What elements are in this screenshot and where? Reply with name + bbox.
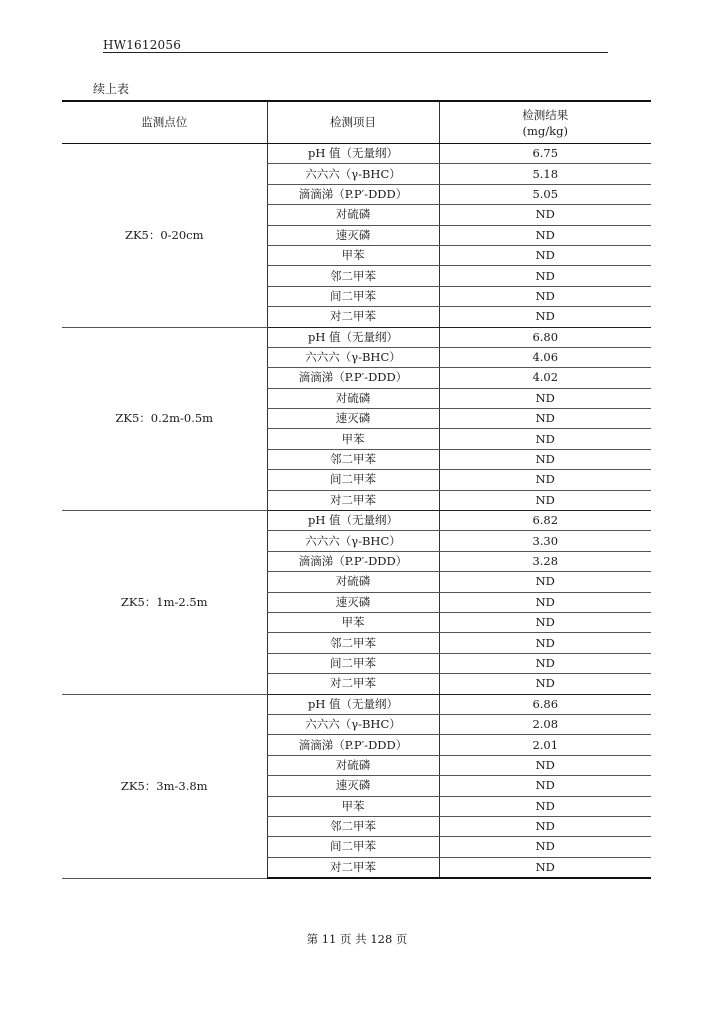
test-item-cell: 邻二甲苯	[267, 266, 439, 286]
test-result-cell: ND	[439, 307, 651, 327]
test-result-cell: ND	[439, 225, 651, 245]
table-header	[62, 101, 651, 144]
test-item-cell: 对二甲苯	[267, 857, 439, 878]
test-item-cell: pH 值（无量纲）	[267, 144, 439, 164]
test-item-cell: 邻二甲苯	[267, 449, 439, 469]
test-result-cell: ND	[439, 266, 651, 286]
test-result-cell: 6.80	[439, 327, 651, 347]
test-result-cell: 5.18	[439, 164, 651, 184]
monitoring-point-cell: ZK5：0.2m-0.5m	[62, 327, 267, 511]
test-item-cell: 速灭磷	[267, 409, 439, 429]
test-result-cell: 2.01	[439, 735, 651, 755]
test-result-cell: 4.02	[439, 368, 651, 388]
test-item-cell: 邻二甲苯	[267, 816, 439, 836]
test-result-cell: ND	[439, 755, 651, 775]
col-header-point: 监测点位	[62, 101, 267, 144]
test-result-cell: 4.06	[439, 347, 651, 367]
test-result-cell: ND	[439, 633, 651, 653]
test-result-cell: ND	[439, 286, 651, 306]
results-table	[62, 100, 651, 879]
test-result-cell: ND	[439, 653, 651, 673]
test-result-cell: ND	[439, 388, 651, 408]
test-result-cell: ND	[439, 490, 651, 510]
test-result-cell: ND	[439, 612, 651, 632]
col-header-result-line1: 检测结果	[522, 107, 569, 122]
test-result-cell: ND	[439, 205, 651, 225]
test-result-cell: ND	[439, 796, 651, 816]
test-item-cell: 甲苯	[267, 612, 439, 632]
test-item-cell: 对硫磷	[267, 388, 439, 408]
test-result-cell: ND	[439, 572, 651, 592]
test-result-cell: ND	[439, 592, 651, 612]
test-item-cell: 间二甲苯	[267, 837, 439, 857]
test-result-cell: 6.86	[439, 694, 651, 714]
monitoring-point-cell: ZK5：0-20cm	[62, 144, 267, 328]
test-result-cell: 6.82	[439, 511, 651, 531]
test-item-cell: 甲苯	[267, 429, 439, 449]
header-rule	[103, 52, 608, 53]
table-row	[62, 511, 651, 531]
col-header-result-unit: (mg/kg)	[522, 123, 568, 138]
test-item-cell: 滴滴涕（P.P′-DDD）	[267, 735, 439, 755]
test-item-cell: 间二甲苯	[267, 286, 439, 306]
test-item-cell: 六六六（γ-BHC）	[267, 714, 439, 734]
monitoring-point-cell: ZK5：1m-2.5m	[62, 511, 267, 695]
test-result-cell: 5.05	[439, 184, 651, 204]
test-item-cell: 甲苯	[267, 796, 439, 816]
test-item-cell: pH 值（无量纲）	[267, 327, 439, 347]
test-item-cell: pH 值（无量纲）	[267, 511, 439, 531]
test-result-cell: ND	[439, 837, 651, 857]
test-result-cell: 3.28	[439, 551, 651, 571]
test-item-cell: 邻二甲苯	[267, 633, 439, 653]
test-item-cell: 甲苯	[267, 245, 439, 265]
continued-label: 续上表	[93, 82, 130, 96]
test-item-cell: 对二甲苯	[267, 674, 439, 694]
table-row	[62, 694, 651, 714]
test-item-cell: 对二甲苯	[267, 490, 439, 510]
test-item-cell: 速灭磷	[267, 225, 439, 245]
test-item-cell: 对硫磷	[267, 755, 439, 775]
col-header-item: 检测项目	[267, 101, 439, 144]
test-result-cell: ND	[439, 776, 651, 796]
test-item-cell: 六六六（γ-BHC）	[267, 347, 439, 367]
test-result-cell: ND	[439, 857, 651, 878]
test-item-cell: 六六六（γ-BHC）	[267, 531, 439, 551]
test-item-cell: 对二甲苯	[267, 307, 439, 327]
table-body	[62, 144, 651, 879]
col-header-result	[439, 101, 651, 144]
test-result-cell: ND	[439, 409, 651, 429]
test-result-cell: ND	[439, 449, 651, 469]
test-item-cell: pH 值（无量纲）	[267, 694, 439, 714]
test-item-cell: 对硫磷	[267, 572, 439, 592]
test-result-cell: 6.75	[439, 144, 651, 164]
test-result-cell: ND	[439, 245, 651, 265]
test-result-cell: 3.30	[439, 531, 651, 551]
monitoring-point-cell: ZK5：3m-3.8m	[62, 694, 267, 878]
test-result-cell: ND	[439, 674, 651, 694]
report-code: HW1612056	[103, 38, 182, 52]
test-item-cell: 间二甲苯	[267, 470, 439, 490]
test-item-cell: 速灭磷	[267, 592, 439, 612]
test-item-cell: 滴滴涕（P.P′-DDD）	[267, 368, 439, 388]
test-result-cell: ND	[439, 470, 651, 490]
test-result-cell: 2.08	[439, 714, 651, 734]
test-result-cell: ND	[439, 816, 651, 836]
test-item-cell: 六六六（γ-BHC）	[267, 164, 439, 184]
test-item-cell: 对硫磷	[267, 205, 439, 225]
test-result-cell: ND	[439, 429, 651, 449]
table-row	[62, 327, 651, 347]
table-row	[62, 144, 651, 164]
page-number: 第 11 页 共 128 页	[306, 932, 408, 946]
test-item-cell: 滴滴涕（P.P′-DDD）	[267, 184, 439, 204]
test-item-cell: 间二甲苯	[267, 653, 439, 673]
test-item-cell: 速灭磷	[267, 776, 439, 796]
test-item-cell: 滴滴涕（P.P′-DDD）	[267, 551, 439, 571]
